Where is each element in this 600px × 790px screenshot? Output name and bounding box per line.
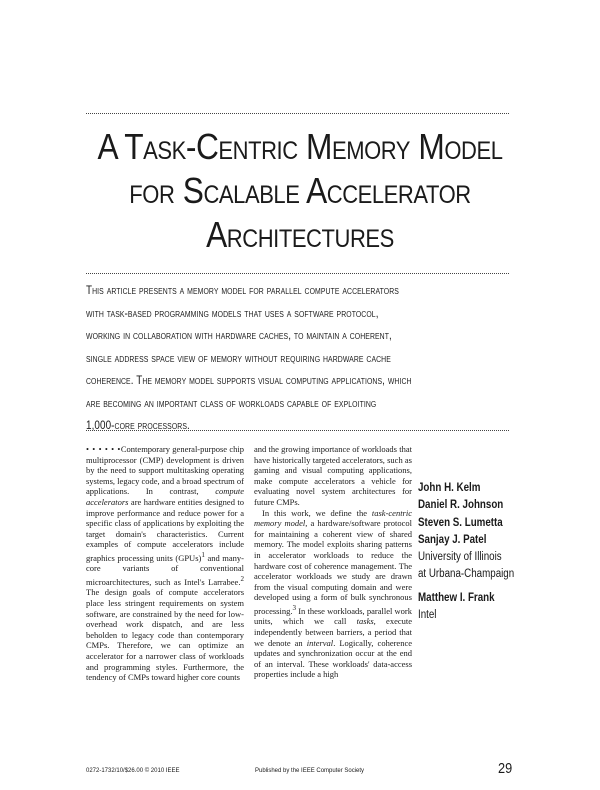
italic-term: tasks xyxy=(356,616,374,627)
bullet-ornament: • • • • • • xyxy=(86,444,121,454)
paragraph xyxy=(254,508,412,680)
body-column-left xyxy=(86,444,244,683)
title-line-1: A Task-Centric Memory Model xyxy=(97,126,503,167)
abstract-line-7: 1,000-core processors. xyxy=(86,420,190,432)
abstract-line-5: coherence. The memory model supports visual computing applications, which xyxy=(86,375,412,387)
author-name: Sanjay J. Patel xyxy=(418,533,487,546)
text-run: In this work, we define the xyxy=(262,507,372,518)
text-run: The design goals of compute accelerators place less stringent requirements on system software, are constrained by the need for low-overhead work dispatch, and are less beholden to legacy code than contemporary CMPs. Therefore, we can optimize an accelerator for a narrower class of workloads and programming styles. Furthermore, the tendency of CMPs toward higher core counts xyxy=(86,587,244,683)
abstract-line-6: are becoming an important class of workloads capable of exploiting xyxy=(86,397,377,410)
title-line-2: for Scalable Accelerator xyxy=(129,170,471,211)
author-name: Steven S. Lumetta xyxy=(418,516,503,529)
top-divider xyxy=(86,113,509,114)
body-divider xyxy=(86,430,509,431)
abstract-divider xyxy=(86,273,509,274)
title-line-3: Architectures xyxy=(206,214,394,255)
italic-term: interval xyxy=(306,637,334,648)
author-name: Matthew I. Frank xyxy=(418,591,495,604)
paragraph xyxy=(86,444,244,683)
reference-mark: 3 xyxy=(292,603,297,612)
author-name: John H. Kelm xyxy=(418,482,481,494)
abstract-line-3: working in collaboration with hardware caches, to maintain a coherent, xyxy=(86,330,392,342)
italic-term: task-centric memory model xyxy=(254,507,412,529)
italic-term: compute accelerators xyxy=(86,486,244,507)
text-run: Contemporary general-purpose chip multiprocessor (CMP) development is driven by the need to support multitasking operating systems, legacy code, and a broad spectrum of applications. In contrast, xyxy=(86,444,244,497)
abstract-line-1: This article presents a memory model for parallel compute accelerators xyxy=(86,285,399,297)
abstract xyxy=(86,280,516,438)
reference-mark: 2 xyxy=(240,574,244,583)
abstract-line-2: with task-based programming models that uses a software protocol, xyxy=(86,307,379,320)
author-affiliation: at Urbana-Champaign xyxy=(418,568,515,581)
author-affiliation: Intel xyxy=(418,609,437,622)
text-run: , execute independently between barriers, a period that we denote an xyxy=(254,616,413,648)
text-run: , a hardware/software protocol for maintaining a coherent view of shared memory. The model exploits sharing patterns in accelerator workloads to reduce the hardware cost of coherence management. The accelerator workloads we study are drawn from the visual computing domain and were developed using a form of bulk synchronous processing. xyxy=(254,518,412,616)
text-run: are hardware entities designed to improve performance and reduce power for a specific class of applications by exploiting the target domain's characteristics. Current examples of compute accelerators include graphics processing units (GPUs) xyxy=(86,496,244,563)
abstract-line-4: single address space view of memory without requiring hardware cache xyxy=(86,352,391,365)
text-run: . Logically, coherence updates and synchronization occur at the end of an interval. These workloads' data-access properties include a high xyxy=(254,637,412,680)
author-name: Daniel R. Johnson xyxy=(418,499,504,512)
page-number: 29 xyxy=(498,760,513,777)
body-column-right xyxy=(254,444,412,680)
publisher-notice: Published by the IEEE Computer Society xyxy=(255,768,365,774)
author-list xyxy=(418,480,538,624)
article-title xyxy=(89,125,511,257)
text-run: In these workloads, parallel work units, which we call xyxy=(254,605,412,627)
copyright-notice: 0272-1732/10/$26.00 © 2010 IEEE xyxy=(86,768,180,774)
paragraph: and the growing importance of workloads that have historically targeted accelerators, such as gaming and visual computing applications, make compute accelerators a vehicle for evaluating novel system architectures for future CMPs. xyxy=(254,444,412,507)
text-run: and many-core variants of conventional microarchitectures, such as Intel's Larrabee. xyxy=(86,552,244,587)
reference-mark: 1 xyxy=(201,550,205,559)
author-affiliation: University of Illinois xyxy=(418,551,502,564)
